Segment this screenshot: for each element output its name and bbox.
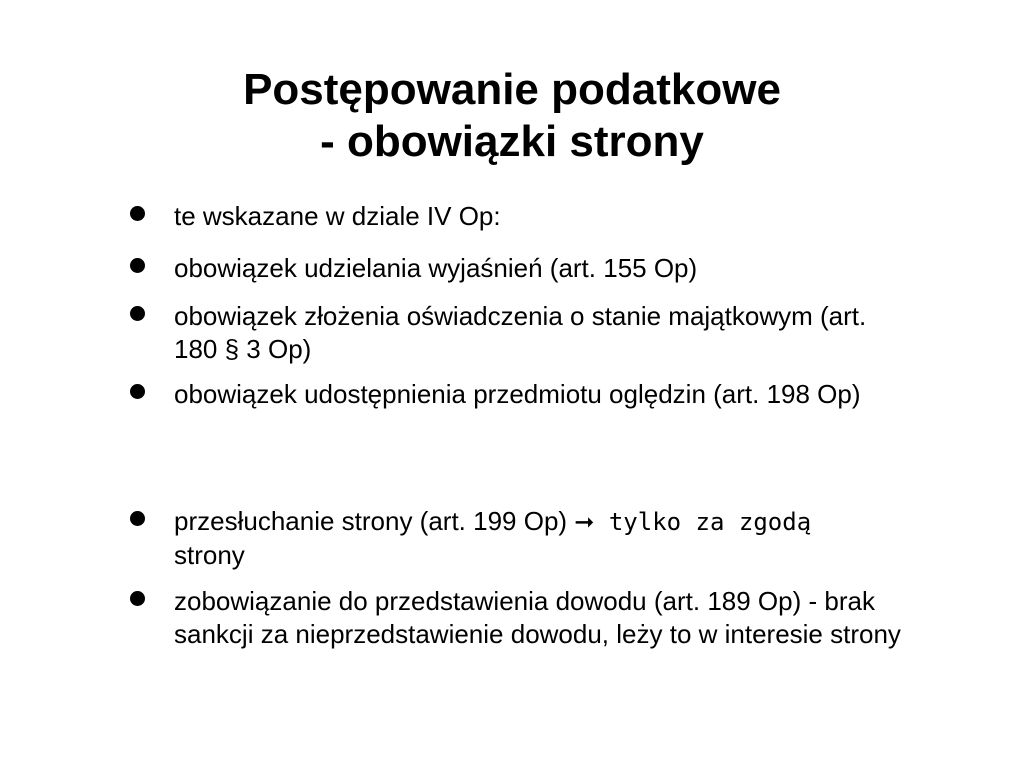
bullet-text: obowiązek udzielania wyjaśnień (art. 155 Op) (174, 253, 698, 283)
slide-title (0, 64, 1024, 168)
bullet-dot-icon (130, 306, 145, 321)
bullet-emphasis-text: tylko za zgodą (594, 508, 812, 536)
bullet-continuation-text: strony (174, 540, 245, 570)
bullet-dot-icon (130, 511, 145, 526)
bullet-text: zobowiązanie do przedstawienia dowodu (art. 189 Op) - brak sankcji za nieprzedstawienie dowodu, leży to w interesie strony (174, 586, 901, 649)
bullet-dot-icon (130, 206, 145, 221)
right-arrow-icon: ➞ (574, 508, 595, 536)
bullet-text: te wskazane w dziale IV Op: (174, 201, 501, 231)
bullet-text (174, 505, 934, 572)
bullet-text: obowiązek złożenia oświadczenia o stanie majątkowym (art. 180 § 3 Op) (174, 301, 867, 364)
bullet-main-text: przesłuchanie strony (art. 199 Op) (174, 506, 575, 536)
bullet-dot-icon (130, 258, 145, 273)
bullet-dot-icon (130, 591, 145, 606)
bullet-text: obowiązek udostępnienia przedmiotu oględzin (art. 198 Op) (174, 379, 861, 409)
title-line-2: - obowiązki strony (320, 117, 704, 166)
title-line-1: Postępowanie podatkowe (243, 65, 781, 114)
bullet-dot-icon (130, 384, 145, 399)
